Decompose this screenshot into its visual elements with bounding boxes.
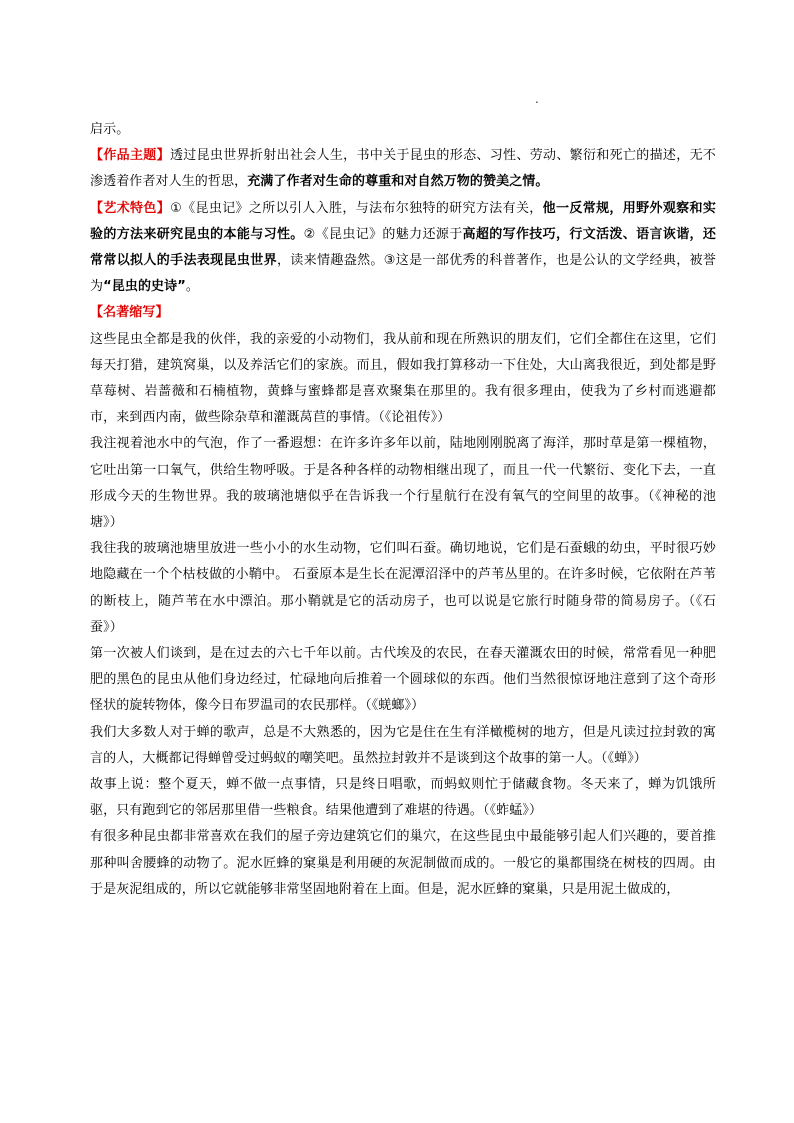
art-text-2: ②《昆虫记》的魅力还源于 xyxy=(303,226,463,242)
document-body xyxy=(90,117,716,903)
art-text-3: ，读来情趣盎然。③这是一部优秀的科普著作，也是公认的文学经典，被誉为 xyxy=(90,253,716,295)
art-bold-3: “昆虫的史诗” xyxy=(103,279,186,295)
abridged-paragraph: 有很多种昆虫都非常喜欢在我们的屋子旁边建筑它们的巢穴，在这些昆虫中最能够引起人们兴趣的，要首推那种叫舍腰蜂的动物了。泥水匠蜂的窠巢是利用硬的灰泥制做而成的。一般它的巢都围绕在树枝的四周。由于是灰泥组成的，所以它就能够非常坚固地附着在上面。但是，泥水匠蜂的窠巢，只是用泥土做成的， xyxy=(90,829,716,897)
art-text-1: ①《昆虫记》之所以引人入胜，与法布尔独特的研究方法有关， xyxy=(170,200,543,216)
theme-bold-text: 充满了作者对生命的尊重和对自然万物的赞美之情。 xyxy=(247,174,549,190)
abridged-paragraph: 这些昆虫全都是我的伙伴，我的亲爱的小动物们，我从前和现在所熟识的朋友们，它们全都住在这里，它们每天打猎，建筑窝巢，以及养活它们的家族。而且，假如我打算移动一下住处，大山离我很近，到处都是野草莓树、岩蔷薇和石楠植物，黄蜂与蜜蜂都是喜欢聚集在那里的。我有很多理由，使我为了乡村而逃避都市，来到西内南，做些除杂草和灌溉莴苣的事情。（《论祖传》） xyxy=(90,331,716,426)
art-bold-2: 高超的写作技巧，行文活泼、语言诙谐，还常常以拟人的手法表现昆虫世界 xyxy=(90,226,716,269)
abridged-label-line xyxy=(90,300,716,326)
abridged-label: 【名著缩写】 xyxy=(90,305,169,321)
art-label: 【艺术特色】 xyxy=(90,200,171,216)
abridged-paragraph: 我注视着池水中的气泡，作了一番遐想：在许多许多年以前，陆地刚刚脱离了海洋，那时草是第一棵植物，它吐出第一口氧气，供给生物呼吸。于是各种各样的动物相继出现了，而且一代一代繁衍、变化下去，一直形成今天的生物世界。我的玻璃池塘似乎在告诉我一个行星航行在没有氧气的空间里的故事。（《神秘的池塘》） xyxy=(90,436,716,531)
abridged-paragraph: 我们大多数人对于蝉的歌声，总是不大熟悉的，因为它是住在生有洋橄榄树的地方，但是凡读过拉封敦的寓言的人，大概都记得蝉曾受过蚂蚁的嘲笑吧。虽然拉封敦并不是谈到这个故事的第一人。（《蝉》） xyxy=(90,724,716,766)
header-mark: . xyxy=(535,92,539,106)
abridged-paragraph: 故事上说：整个夏天，蝉不做一点事情，只是终日唱歌，而蚂蚁则忙于储藏食物。冬天来了，蝉为饥饿所驱，只有跑到它的邻居那里借一些粮食。结果他遭到了难堪的待遇。（《蚱蜢》） xyxy=(90,777,716,819)
art-bold-1: 他一反常规，用野外观察和实验的方法来研究昆虫的本能与习性。 xyxy=(90,200,716,242)
abridged-paragraph: 第一次被人们谈到，是在过去的六七千年以前。古代埃及的农民，在春天灌溉农田的时候，常常看见一种肥肥的黑色的昆虫从他们身边经过，忙碌地向后推着一个圆球似的东西。他们当然很惊讶地注意到了这个奇形怪状的旋转物体，像今日布罗温司的农民那样。（《蜣螂》） xyxy=(90,646,716,714)
theme-label: 【作品主题】 xyxy=(90,148,170,164)
art-paragraph xyxy=(90,196,716,301)
theme-text: 透过昆虫世界折射出社会人生，书中关于昆虫的形态、习性、劳动、繁衍和死亡的描述，无不渗透着作者对人生的哲思， xyxy=(90,148,716,190)
theme-paragraph xyxy=(90,143,716,195)
abridged-paragraph: 我往我的玻璃池塘里放进一些小小的水生动物，它们叫石蚕。确切地说，它们是石蚕蛾的幼虫，平时很巧妙地隐藏在一个个枯枝做的小鞘中。 石蚕原本是生长在泥潭沼泽中的芦苇丛里的。在许多时候，它依附在芦苇的断枝上，随芦苇在水中漂泊。那小鞘就是它的活动房子，也可以说是它旅行时随身带的简易房子。（《石蚕》） xyxy=(90,541,716,635)
intro-tail: 启示。 xyxy=(90,122,130,137)
art-text-4: 。 xyxy=(185,279,200,295)
